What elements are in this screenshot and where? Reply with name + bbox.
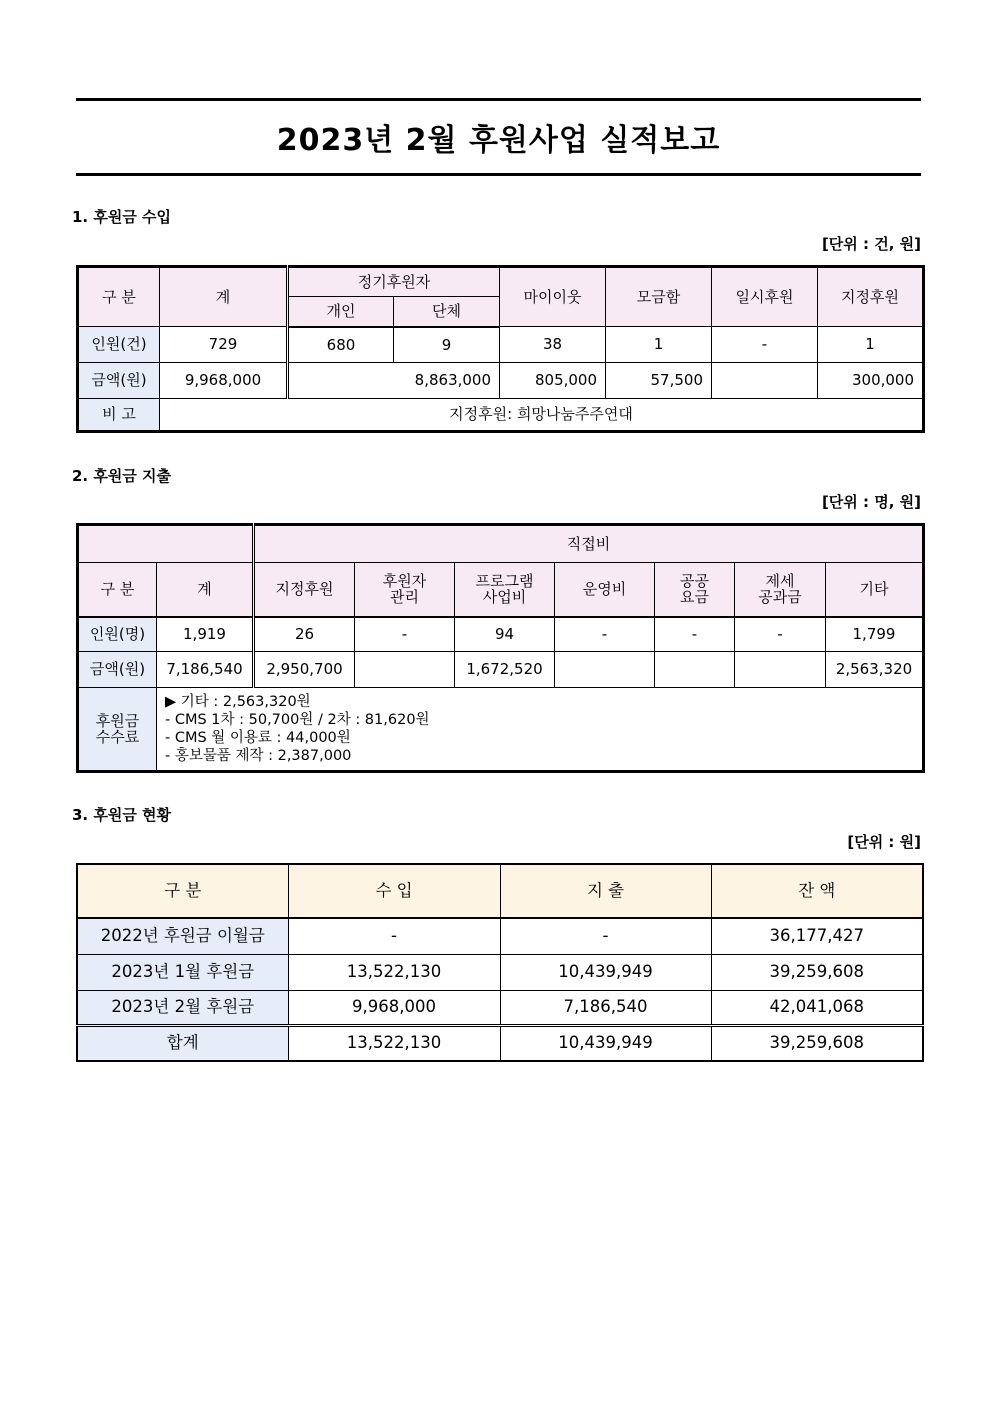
expense-count-total: 1,919 [157,617,254,652]
expense-amount-utility [655,652,735,688]
balance-row-balance: 42,041,068 [711,990,923,1025]
expense-h-other: 기타 [826,563,924,617]
balance-row-label: 2023년 2월 후원금 [77,990,288,1025]
expense-h-gubun: 구 분 [78,563,157,617]
expense-h-designated: 지정후원 [254,563,355,617]
expense-fee-label: 후원금 수수료 [78,688,157,772]
expense-amount-tax [735,652,826,688]
expense-h-direct: 직접비 [254,525,924,563]
balance-total-income: 13,522,130 [288,1025,500,1061]
balance-h-gubun: 구 분 [77,864,288,918]
expense-h-utility: 공공 요금 [655,563,735,617]
income-count-total: 729 [160,327,288,363]
expense-count-donor-mgmt: - [355,617,455,652]
income-row-count-label: 인원(건) [78,327,160,363]
expense-h-donor-mgmt: 후원자 관리 [355,563,455,617]
expense-count-other: 1,799 [826,617,924,652]
income-count-box: 1 [606,327,712,363]
expense-count-designated: 26 [254,617,355,652]
balance-total-label: 합계 [77,1025,288,1061]
income-count-temp: - [712,327,818,363]
balance-row-label: 2023년 1월 후원금 [77,954,288,990]
expense-row-amount-label: 금액(원) [78,652,157,688]
balance-table [76,863,924,1062]
fee-line: - 홍보물품 제작 : 2,387,000 [165,748,352,765]
balance-total-balance: 39,259,608 [711,1025,923,1061]
section2-heading: 2. 후원금 지출 [72,467,172,485]
expense-count-operation: - [555,617,655,652]
balance-row-income: 13,522,130 [288,954,500,990]
income-amount-regular: 8,863,000 [288,363,500,399]
expense-amount-total: 7,186,540 [157,652,254,688]
section3-unit: [단위 : 원] [847,833,921,851]
income-h-individual: 개인 [288,297,394,327]
income-note: 지정후원: 희망나눔주주연대 [160,399,924,432]
income-amount-box: 57,500 [606,363,712,399]
balance-row-income: - [288,918,500,954]
income-row-amount-label: 금액(원) [78,363,160,399]
expense-count-utility: - [655,617,735,652]
expense-count-tax: - [735,617,826,652]
income-note-label: 비 고 [78,399,160,432]
income-h-myiut: 마이이웃 [500,267,606,327]
income-amount-designated: 300,000 [818,363,924,399]
balance-row-income: 9,968,000 [288,990,500,1025]
expense-h-total: 계 [157,563,254,617]
balance-total-expense: 10,439,949 [500,1025,711,1061]
expense-count-program: 94 [455,617,555,652]
income-amount-myiut: 805,000 [500,363,606,399]
balance-row-balance: 36,177,427 [711,918,923,954]
expense-h-blank [78,525,254,563]
income-h-designated: 지정후원 [818,267,924,327]
income-amount-total: 9,968,000 [160,363,288,399]
income-h-box: 모금함 [606,267,712,327]
expense-h-program: 프로그램 사업비 [455,563,555,617]
expense-fee-note [157,688,924,772]
section3-heading: 3. 후원금 현황 [72,806,172,824]
income-h-regular: 정기후원자 [288,267,500,297]
expense-h-tax: 제세 공과금 [735,563,826,617]
income-h-temp: 일시후원 [712,267,818,327]
income-h-total: 계 [160,267,288,327]
expense-amount-other: 2,563,320 [826,652,924,688]
income-count-group: 9 [394,327,500,363]
income-count-myiut: 38 [500,327,606,363]
fee-line: ▶ 기타 : 2,563,320원 [165,693,311,710]
balance-h-expense: 지 출 [500,864,711,918]
section2-unit: [단위 : 명, 원] [821,493,921,511]
page-title: 2023년 2월 후원사업 실적보고 [276,123,721,158]
expense-amount-donor-mgmt [355,652,455,688]
balance-row-expense: 7,186,540 [500,990,711,1025]
balance-h-balance: 잔 액 [711,864,923,918]
title-box [76,98,921,176]
fee-line: - CMS 1차 : 50,700원 / 2차 : 81,620원 [165,711,430,728]
income-count-individual: 680 [288,327,394,363]
expense-h-operation: 운영비 [555,563,655,617]
expense-amount-program: 1,672,520 [455,652,555,688]
expense-row-count-label: 인원(명) [78,617,157,652]
balance-row-expense: 10,439,949 [500,954,711,990]
balance-h-income: 수 입 [288,864,500,918]
income-h-gubun: 구 분 [78,267,160,327]
income-table [76,265,925,433]
balance-row-label: 2022년 후원금 이월금 [77,918,288,954]
income-count-designated: 1 [818,327,924,363]
section1-heading: 1. 후원금 수입 [72,208,172,226]
expense-amount-designated: 2,950,700 [254,652,355,688]
fee-line: - CMS 월 이용료 : 44,000원 [165,730,351,746]
expense-amount-operation [555,652,655,688]
income-h-group: 단체 [394,297,500,327]
expense-table [76,523,925,773]
section1-unit: [단위 : 건, 원] [821,235,921,253]
balance-row-expense: - [500,918,711,954]
balance-row-balance: 39,259,608 [711,954,923,990]
income-amount-temp [712,363,818,399]
